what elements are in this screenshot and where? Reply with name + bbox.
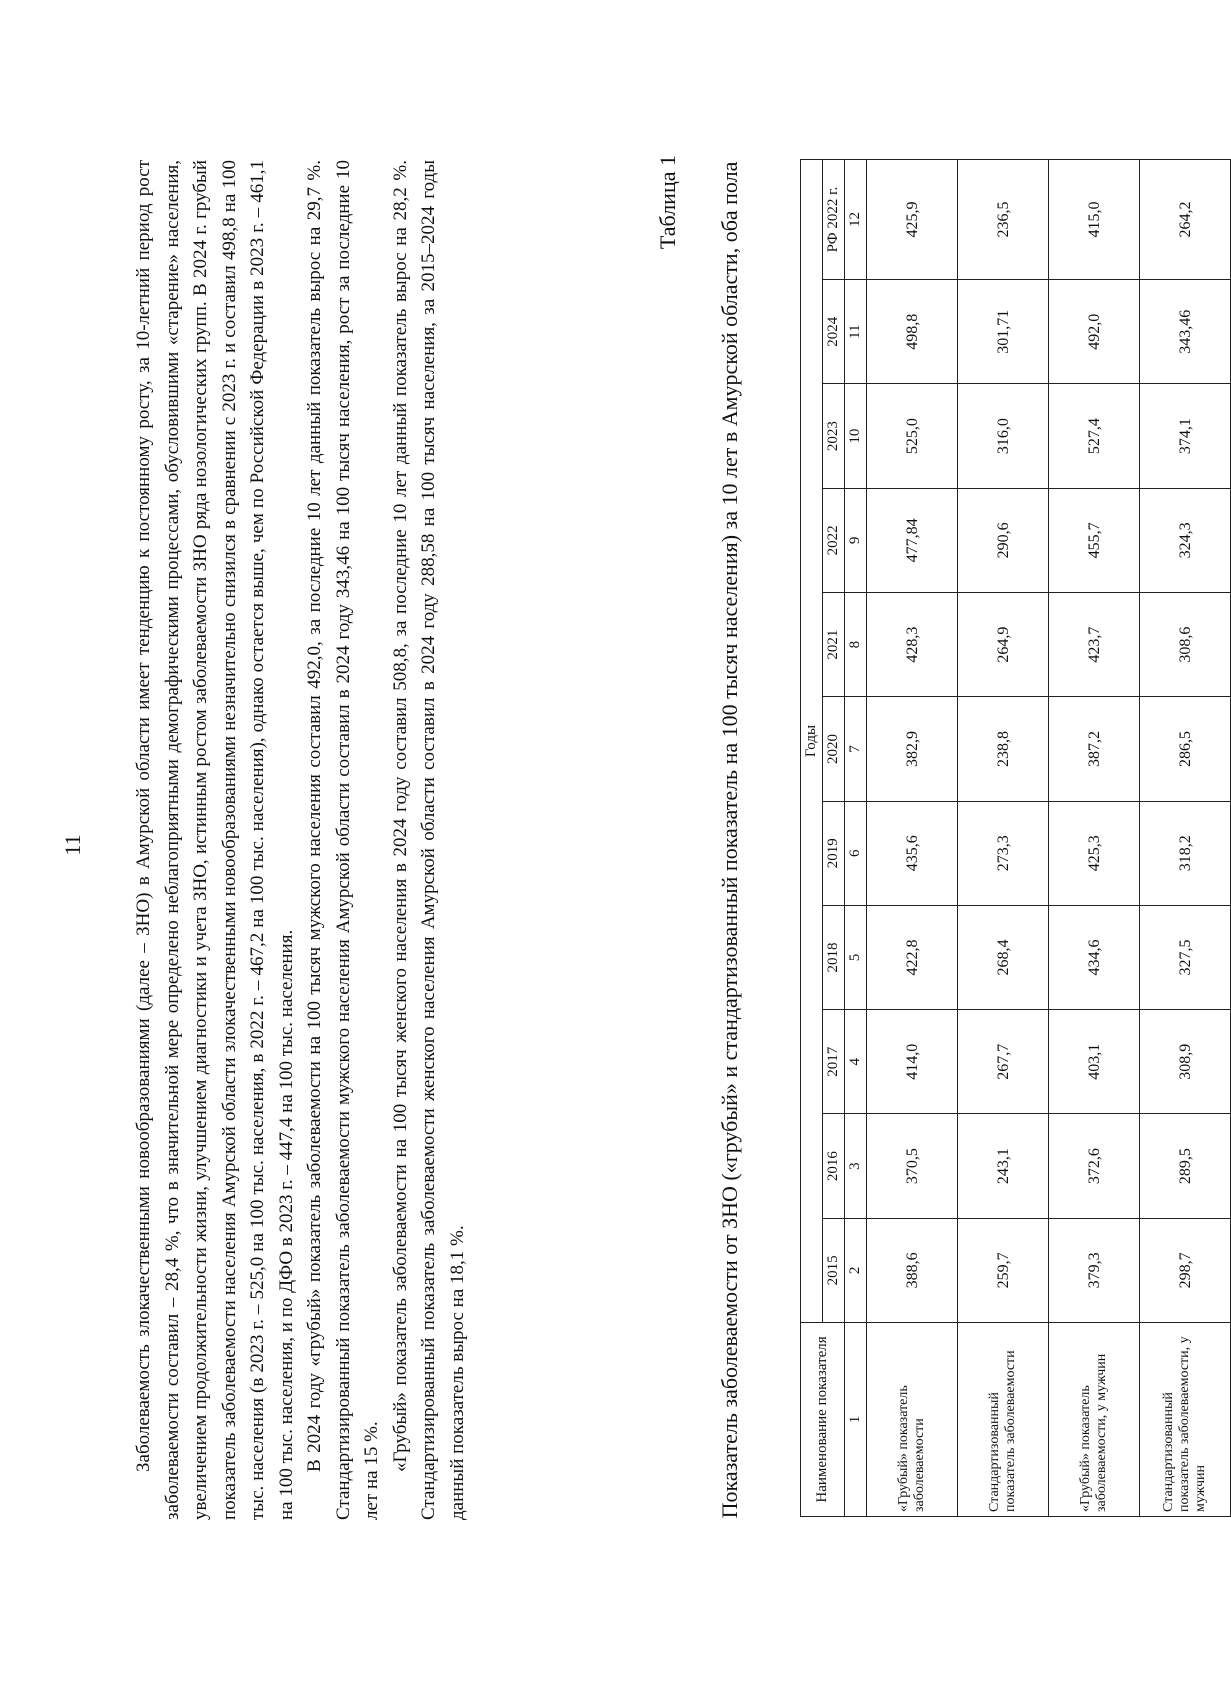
cell-value: 403,1 [1049, 1010, 1140, 1114]
cell-value: 422,8 [867, 905, 958, 1009]
cell-value: 527,4 [1049, 384, 1140, 488]
column-number: 6 [845, 801, 867, 905]
incidence-table [800, 159, 1231, 1517]
column-number: 1 [845, 1323, 867, 1517]
cell-value: 273,3 [958, 801, 1049, 905]
header-rf-2022: РФ 2022 г. [823, 160, 845, 280]
column-number: 12 [845, 160, 867, 280]
column-number: 8 [845, 593, 867, 697]
cell-value: 316,0 [958, 384, 1049, 488]
cell-value: 388,6 [867, 1218, 958, 1322]
cell-value: 264,2 [1140, 160, 1231, 280]
cell-value: 370,5 [867, 1114, 958, 1218]
table-row [867, 160, 958, 1517]
header-year: 2019 [823, 801, 845, 905]
cell-value: 327,5 [1140, 905, 1231, 1009]
cell-value: 477,84 [867, 488, 958, 592]
cell-value: 414,0 [867, 1010, 958, 1114]
header-year: 2017 [823, 1010, 845, 1114]
row-name: Стандартизованный показатель заболеваемости [958, 1323, 1049, 1517]
page-number: 11 [60, 834, 85, 856]
cell-value: 435,6 [867, 801, 958, 905]
cell-value: 525,0 [867, 384, 958, 488]
header-year: 2018 [823, 905, 845, 1009]
cell-value: 289,5 [1140, 1114, 1231, 1218]
cell-value: 264,9 [958, 593, 1049, 697]
cell-value: 343,46 [1140, 280, 1231, 384]
header-year: 2016 [823, 1114, 845, 1218]
row-name: «Грубый» показатель заболеваемости, у мужчин [1049, 1323, 1140, 1517]
table-header-row-1 [801, 160, 823, 1517]
cell-value: 415,0 [1049, 160, 1140, 280]
cell-value: 290,6 [958, 488, 1049, 592]
header-indicator-name: Наименование показателя [801, 1323, 845, 1517]
paragraph-3: «Грубый» показатель заболеваемости на 100 тысяч женского населения в 2024 году составил 508,8, за последние 10 лет данный показатель вырос на 28,2 %. Стандартизированный показатель заболеваемости женского населения Амурской области составил в 2024 году 288,58 на 100 тысяч населения, за 2015–2024 годы данный показатель вырос на 18,1 %. [389, 160, 468, 1520]
header-year: 2022 [823, 488, 845, 592]
cell-value: 267,7 [958, 1010, 1049, 1114]
cell-value: 423,7 [1049, 593, 1140, 697]
table-row [1140, 160, 1231, 1517]
cell-value: 455,7 [1049, 488, 1140, 592]
paragraph-1: Заболеваемость злокачественными новообразованиями (далее – ЗНО) в Амурской области имеет тенденцию к постоянному росту, за 10-летний период рост заболеваемости составил – 28,4 %, что в значительной мере определено неблагоприятными демографическими процессами, обусловившими «старение» населения, увеличением продолжительности жизни, улучшением диагностики и учета ЗНО, истинным ростом заболеваемости ЗНО ряда нозологических групп. В 2024 г. грубый показатель заболеваемости населения Амурской области злокачественными новообразованиями незначительно снизился в сравнении с 2023 г. и составил 498,8 на 100 тыс. населения (в 2023 г. – 525,0 на 100 тыс. населения, в 2022 г. – 467,2 на 100 тыс. населения), однако остается выше, чем по Российской Федерации в 2023 г. – 461,1 на 100 тыс. населения, и по ДФО в 2023 г. – 447,4 на 100 тыс. населения. [133, 160, 297, 1520]
row-name: «Грубый» показатель заболеваемости [867, 1323, 958, 1517]
cell-value: 498,8 [867, 280, 958, 384]
cell-value: 236,5 [958, 160, 1049, 280]
body-text [130, 160, 472, 1520]
cell-value: 238,8 [958, 697, 1049, 801]
cell-value: 434,6 [1049, 905, 1140, 1009]
header-year: 2015 [823, 1218, 845, 1322]
cell-value: 382,9 [867, 697, 958, 801]
row-name: Стандартизованный показатель заболеваемости, у мужчин [1140, 1323, 1231, 1517]
paragraph-2: В 2024 году «грубый» показатель заболеваемости на 100 тысяч мужского населения составил 492,0, за последние 10 лет данный показатель вырос на 29,7 %. Стандартизированный показатель заболеваемости мужского населения Амурской области составил в 2024 году 343,46 на 100 тысяч населения, рост за последние 10 лет на 15 %. [304, 160, 382, 1520]
column-number: 4 [845, 1010, 867, 1114]
table-header-row-2 [823, 160, 845, 1517]
header-year: 2021 [823, 593, 845, 697]
header-year: 2023 [823, 384, 845, 488]
column-number: 5 [845, 905, 867, 1009]
header-year: 2020 [823, 697, 845, 801]
column-number: 2 [845, 1218, 867, 1322]
column-number: 9 [845, 488, 867, 592]
cell-value: 324,3 [1140, 488, 1231, 592]
cell-value: 259,7 [958, 1218, 1049, 1322]
table-row [1049, 160, 1140, 1517]
cell-value: 318,2 [1140, 801, 1231, 905]
cell-value: 425,9 [867, 160, 958, 280]
cell-value: 387,2 [1049, 697, 1140, 801]
cell-value: 379,3 [1049, 1218, 1140, 1322]
cell-value: 298,7 [1140, 1218, 1231, 1322]
cell-value: 308,9 [1140, 1010, 1231, 1114]
column-number: 7 [845, 697, 867, 801]
column-number: 10 [845, 384, 867, 488]
column-number: 11 [845, 280, 867, 384]
table-column-numbers [845, 160, 867, 1517]
cell-value: 286,5 [1140, 697, 1231, 801]
cell-value: 308,6 [1140, 593, 1231, 697]
column-number: 3 [845, 1114, 867, 1218]
cell-value: 372,6 [1049, 1114, 1140, 1218]
table-label: Таблица 1 [655, 155, 680, 250]
header-year: 2024 [823, 280, 845, 384]
header-years: Годы [801, 160, 823, 1323]
table-caption: Показатель заболеваемости от ЗНО («грубый» и стандартизованный показатель на 100 тысяч населения) за 10 лет в Амурской области, оба пола [717, 161, 742, 1519]
cell-value: 425,3 [1049, 801, 1140, 905]
cell-value: 428,3 [867, 593, 958, 697]
table-row [958, 160, 1049, 1517]
cell-value: 492,0 [1049, 280, 1140, 384]
cell-value: 301,71 [958, 280, 1049, 384]
cell-value: 243,1 [958, 1114, 1049, 1218]
cell-value: 268,4 [958, 905, 1049, 1009]
cell-value: 374,1 [1140, 384, 1231, 488]
